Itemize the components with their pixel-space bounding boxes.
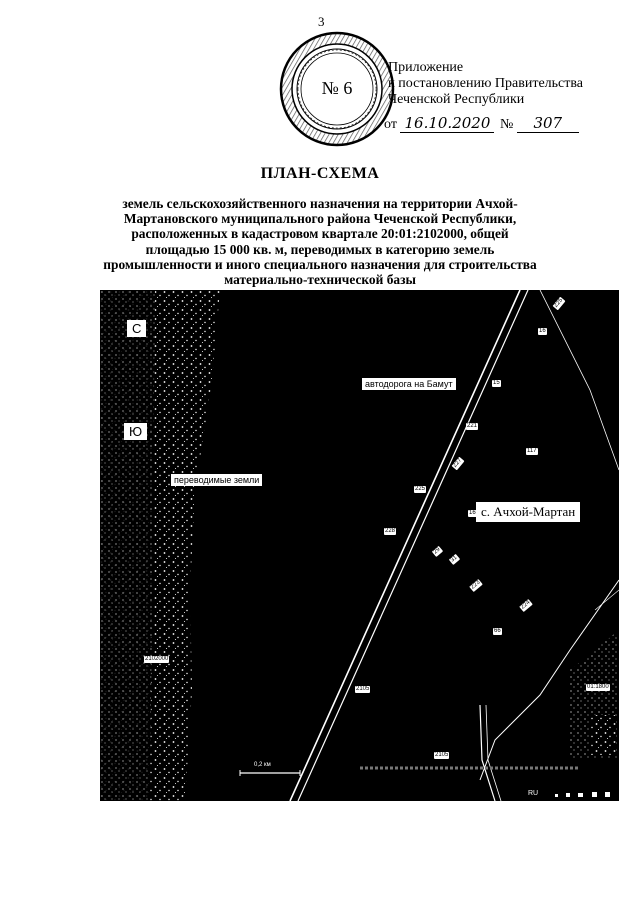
appendix-header xyxy=(388,60,583,108)
map-status-text: RU xyxy=(528,790,539,797)
parcel-label: 224 xyxy=(519,599,532,611)
parcel-label: 228 xyxy=(385,528,396,534)
decree-number: 307 xyxy=(517,114,579,133)
parcel-label: 66 xyxy=(494,628,501,634)
parcel-label: 31 xyxy=(449,554,459,564)
date-prefix: от xyxy=(384,117,397,132)
parcel-label: 225 xyxy=(553,297,565,309)
land-label: переводимые земли xyxy=(171,474,262,486)
appendix-line-1: Приложение xyxy=(388,60,464,75)
decree-date: 16.10.2020 xyxy=(400,114,494,133)
parcel-label: 2105 xyxy=(356,686,370,692)
parcel-label: 221 xyxy=(467,423,478,429)
parcel-label: 223 xyxy=(469,579,482,591)
page-number: 3 xyxy=(318,14,325,29)
official-seal xyxy=(278,30,396,148)
parcel-label: 225 xyxy=(415,486,426,492)
road-label: автодорога на Бамут xyxy=(362,378,456,390)
number-prefix: № xyxy=(499,117,514,132)
road-line-1 xyxy=(290,290,520,801)
scale-label: 0,2 км xyxy=(254,762,271,768)
satellite-map xyxy=(100,290,619,801)
appendix-line-2: к постановлению Правительства xyxy=(388,76,584,91)
appendix-line-3: Чеченской Республики xyxy=(388,92,525,107)
seal-number: № 6 xyxy=(321,78,353,98)
parcel-label: 15 xyxy=(493,380,500,386)
parcel-label: 2105 xyxy=(435,752,449,758)
compass-south-label: Ю xyxy=(124,423,147,440)
road-line-2 xyxy=(298,290,528,801)
map-graphics xyxy=(100,290,619,801)
parcel-label: 117 xyxy=(527,448,537,454)
document-description: земель сельскохозяйственного назначения на территории Ачхой-Мартановского муниципального района Чеченской Республики, расположенных в кадастровом квартале 20:01:2102000, общей площадью 15 000 кв. м, переводимых в категорию земель промышленности и иного специального назначения для строительства материально-технической базы xyxy=(103,196,537,288)
parcel-label: 16 xyxy=(469,510,476,516)
compass-north-label: С xyxy=(127,320,146,337)
document-title: ПЛАН-СХЕМА xyxy=(260,165,380,182)
parcel-label: 2102000 xyxy=(145,656,169,662)
parcel-label: 227 xyxy=(452,457,464,469)
parcel-label: 29 xyxy=(432,546,442,556)
parcel-label: 16 xyxy=(539,328,546,334)
decree-date-line xyxy=(384,114,579,133)
village-label: с. Ачхой-Мартан xyxy=(476,502,580,522)
parcel-label: 01:1800 xyxy=(587,684,609,690)
